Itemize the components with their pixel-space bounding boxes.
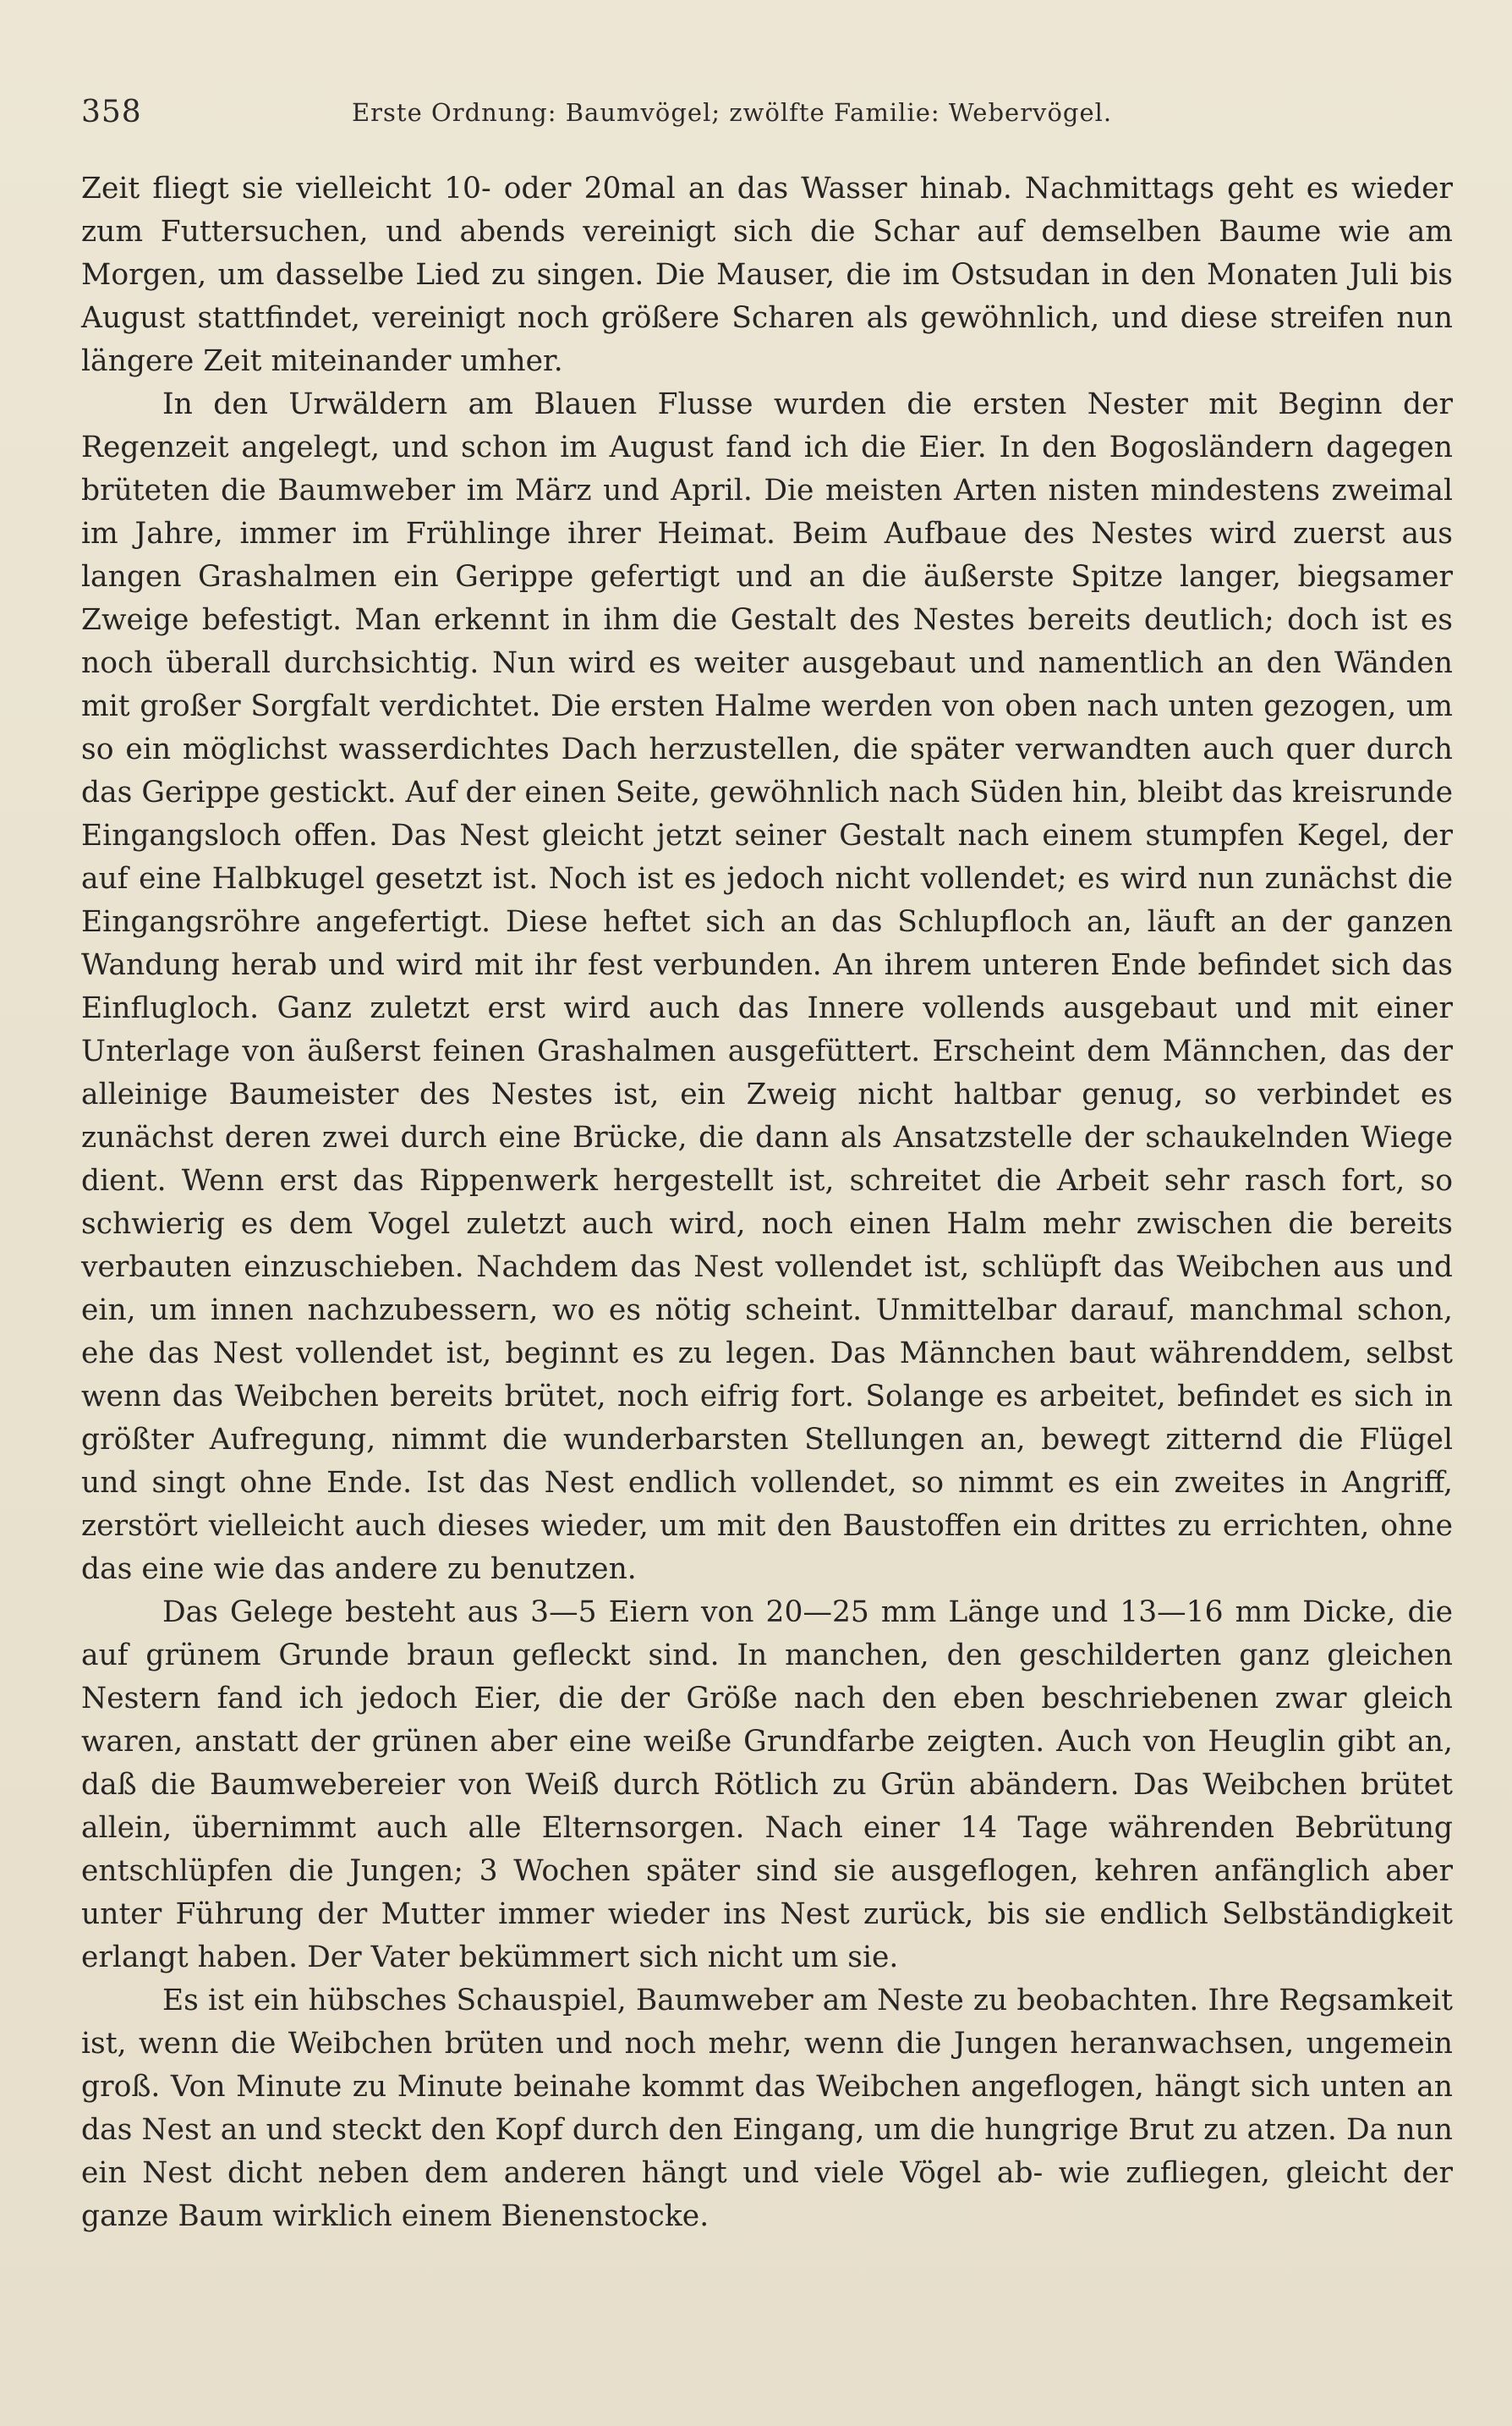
paragraph: Das Gelege besteht aus 3—5 Eiern von 20—25 mm Länge und 13—16 mm Dicke, die auf grünem Grunde braun gefleckt sind. In manchen, den geschilderten ganz gleichen Nestern fand ich jedoch Eier, die der Größe nach den eben beschriebenen zwar gleich waren, anstatt der grünen aber eine weiße Grundfarbe zeigten. Auch von Heuglin gibt an, daß die Baumwebereier von Weiß durch Rötlich zu Grün abändern. Das Weibchen brütet allein, übernimmt auch alle Elternsorgen. Nach einer 14 Tage währenden Bebrütung entschlüpfen die Jungen; 3 Wochen später sind sie ausgeflogen, kehren anfänglich aber unter Führung der Mutter immer wieder ins Nest zurück, bis sie endlich Selbständigkeit erlangt haben. Der Vater bekümmert sich nicht um sie.: [81, 1595, 1453, 1974]
paragraph: Zeit fliegt sie vielleicht 10- oder 20mal an das Wasser hinab. Nachmittags geht es wieder zum Futtersuchen, und abends vereinigt sich die Schar auf demselben Baume wie am Morgen, um dasselbe Lied zu singen. Die Mauser, die im Ostsudan in den Monaten Juli bis August stattfindet, vereinigt noch größere Scharen als gewöhnlich, und diese streifen nun längere Zeit miteinander umher.: [81, 172, 1453, 378]
paragraph: In den Urwäldern am Blauen Flusse wurden die ersten Nester mit Beginn der Regenzeit angelegt, und schon im August fand ich die Eier. In den Bogosländern dagegen brüteten die Baumweber im März und April. Die meisten Arten nisten mindestens zweimal im Jahre, immer im Frühlinge ihrer Heimat. Beim Aufbaue des Nestes wird zuerst aus langen Grashalmen ein Gerippe gefertigt und an die äußerste Spitze langer, biegsamer Zweige befestigt. Man erkennt in ihm die Gestalt des Nestes bereits deutlich; doch ist es noch überall durchsichtig. Nun wird es weiter ausgebaut und namentlich an den Wänden mit großer Sorgfalt verdichtet. Die ersten Halme werden von oben nach unten gezogen, um so ein möglichst wasserdichtes Dach herzustellen, die später verwandten auch quer durch das Gerippe gestickt. Auf der einen Seite, gewöhnlich nach Süden hin, bleibt das kreisrunde Eingangsloch offen. Das Nest gleicht jetzt seiner Gestalt nach einem stumpfen Kegel, der auf eine Halbkugel gesetzt ist. Noch ist es jedoch nicht vollendet; es wird nun zunächst die Eingangsröhre angefertigt. Diese heftet sich an das Schlupfloch an, läuft an der ganzen Wandung herab und wird mit ihr fest verbunden. An ihrem unteren Ende befindet sich das Einflugloch. Ganz zuletzt erst wird auch das Innere vollends ausgebaut und mit einer Unterlage von äußerst feinen Grashalmen ausgefüttert. Erscheint dem Männchen, das der alleinige Baumeister des Nestes ist, ein Zweig nicht haltbar genug, so verbindet es zunächst deren zwei durch eine Brücke, die dann als Ansatzstelle der schaukelnden Wiege dient. Wenn erst das Rippenwerk hergestellt ist, schreitet die Arbeit sehr rasch fort, so schwierig es dem Vogel zuletzt auch wird, noch einen Halm mehr zwischen die bereits verbauten einzuschieben. Nachdem das Nest vollendet ist, schlüpft das Weibchen aus und ein, um innen nachzubessern, wo es nötig scheint. Unmittelbar darauf, manchmal schon, ehe das Nest vollendet ist, beginnt es zu legen. Das Männchen baut währenddem, selbst wenn das Weibchen bereits brütet, noch eifrig fort. Solange es arbeitet, befindet es sich in größter Aufregung, nimmt die wunderbarsten Stellungen an, bewegt zitternd die Flügel und singt ohne Ende. Ist das Nest endlich vollendet, so nimmt es ein zweites in Angriff, zerstört vielleicht auch dieses wieder, um mit den Baustoffen ein drittes zu errichten, ohne das eine wie das andere zu benutzen.: [81, 387, 1453, 1586]
page-number: 358: [81, 95, 142, 129]
running-head: Erste Ordnung: Baumvögel; zwölfte Familie: Webervögel.: [352, 98, 1113, 127]
page-header: [81, 95, 1468, 145]
paragraph: Es ist ein hübsches Schauspiel, Baumweber am Neste zu beobachten. Ihre Regsamkeit ist, wenn die Weibchen brüten und noch mehr, wenn die Jungen heranwachsen, ungemein groß. Von Minute zu Minute beinahe kommt das Weibchen angeflogen, hängt sich unten an das Nest an und steckt den Kopf durch den Eingang, um die hungrige Brut zu atzen. Da nun ein Nest dicht neben dem anderen hängt und viele Vögel ab- wie zufliegen, gleicht der ganze Baum wirklich einem Bienenstocke.: [81, 1984, 1453, 2233]
body-text: [81, 167, 1453, 2238]
